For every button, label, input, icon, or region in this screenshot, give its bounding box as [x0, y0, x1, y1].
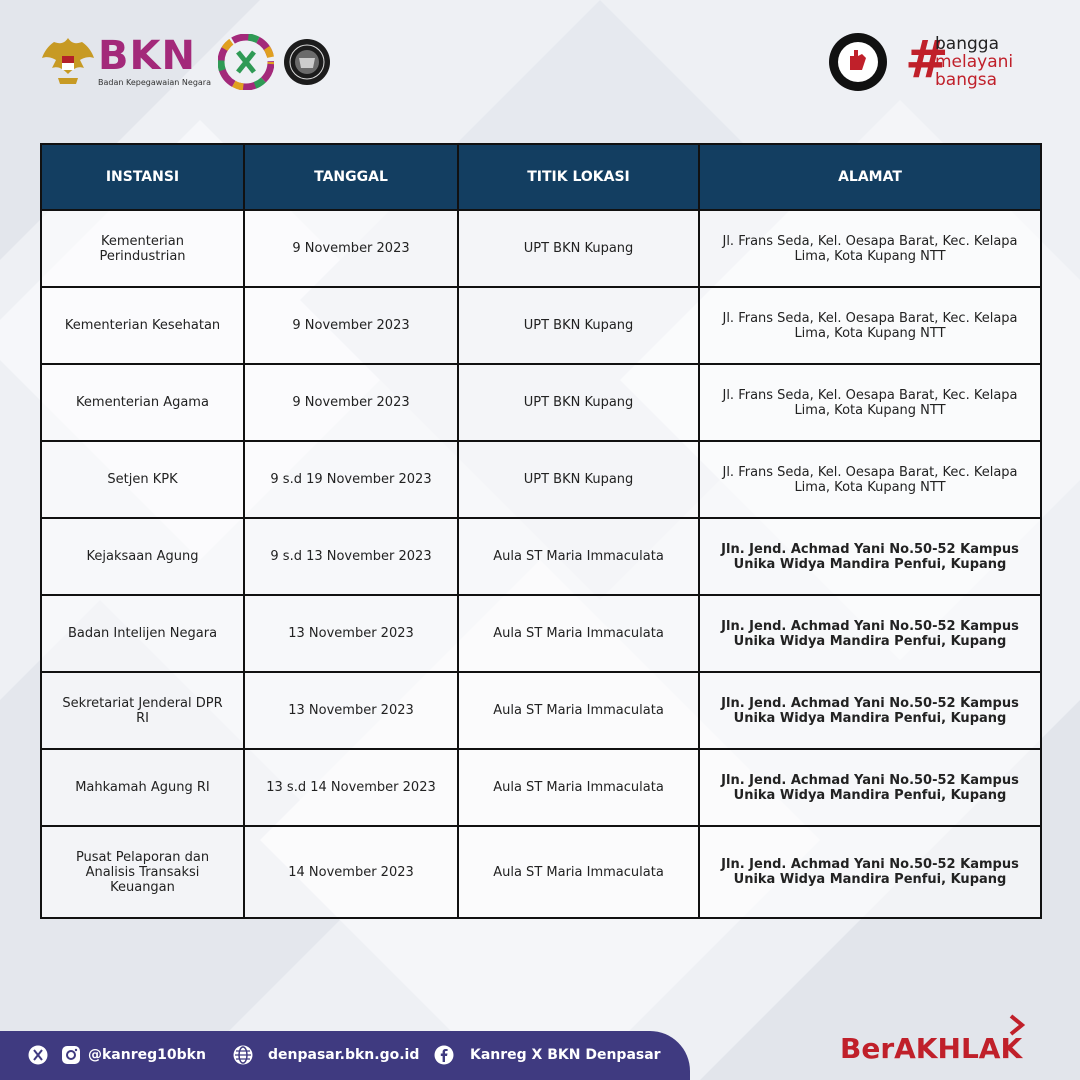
table-row [41, 210, 1041, 287]
cell-instansi: Sekretariat Jenderal DPR RI [41, 672, 244, 749]
cell-alamat: Jl. Frans Seda, Kel. Oesapa Barat, Kec. Kelapa Lima, Kota Kupang NTT [699, 441, 1041, 518]
cell-tanggal: 9 November 2023 [244, 364, 458, 441]
cell-instansi: Badan Intelijen Negara [41, 595, 244, 672]
instagram-icon[interactable] [61, 1045, 81, 1065]
table-row [41, 749, 1041, 826]
cell-instansi: Setjen KPK [41, 441, 244, 518]
table-row [41, 364, 1041, 441]
table-row [41, 826, 1041, 918]
cell-instansi: Kementerian Kesehatan [41, 287, 244, 364]
table-row [41, 441, 1041, 518]
cell-lokasi: UPT BKN Kupang [458, 441, 699, 518]
campaign-word-3: bangsa [935, 70, 998, 90]
cell-tanggal: 13 November 2023 [244, 672, 458, 749]
hashtag-icon: # [905, 30, 949, 90]
kanreg-seal-icon [283, 38, 331, 86]
chevron-right-icon [1008, 1014, 1026, 1036]
cell-lokasi: UPT BKN Kupang [458, 210, 699, 287]
bkn-subtitle: Badan Kepegawaian Negara [98, 78, 211, 87]
cell-tanggal: 14 November 2023 [244, 826, 458, 918]
cell-alamat: Jln. Jend. Achmad Yani No.50-52 Kampus Unika Widya Mandira Penfui, Kupang [699, 518, 1041, 595]
cell-alamat: Jln. Jend. Achmad Yani No.50-52 Kampus Unika Widya Mandira Penfui, Kupang [699, 826, 1041, 918]
bkn-logo [40, 34, 220, 94]
table-row [41, 672, 1041, 749]
header-tanggal: TANGGAL [244, 144, 458, 210]
cell-lokasi: Aula ST Maria Immaculata [458, 826, 699, 918]
cell-lokasi: Aula ST Maria Immaculata [458, 595, 699, 672]
cell-lokasi: Aula ST Maria Immaculata [458, 518, 699, 595]
cell-alamat: Jln. Jend. Achmad Yani No.50-52 Kampus Unika Widya Mandira Penfui, Kupang [699, 595, 1041, 672]
cell-tanggal: 9 s.d 13 November 2023 [244, 518, 458, 595]
header-alamat: ALAMAT [699, 144, 1041, 210]
x-twitter-icon[interactable] [28, 1045, 48, 1065]
berakhlak-logo: BerAKHLAK [840, 1032, 1023, 1065]
cell-alamat: Jln. Jend. Achmad Yani No.50-52 Kampus Unika Widya Mandira Penfui, Kupang [699, 749, 1041, 826]
table-row [41, 518, 1041, 595]
bangga-melayani-bangsa-logo [905, 30, 1045, 90]
schedule-table [40, 143, 1040, 919]
bkn-wordmark: BKN [98, 33, 196, 79]
cell-lokasi: UPT BKN Kupang [458, 364, 699, 441]
cell-lokasi: UPT BKN Kupang [458, 287, 699, 364]
website-link[interactable]: denpasar.bkn.go.id [268, 1047, 420, 1063]
campaign-word-1: bangga [935, 34, 999, 54]
cell-alamat: Jln. Jend. Achmad Yani No.50-52 Kampus Unika Widya Mandira Penfui, Kupang [699, 672, 1041, 749]
cell-alamat: Jl. Frans Seda, Kel. Oesapa Barat, Kec. Kelapa Lima, Kota Kupang NTT [699, 364, 1041, 441]
garuda-emblem-icon [40, 34, 96, 92]
cell-tanggal: 9 November 2023 [244, 210, 458, 287]
cell-instansi: Pusat Pelaporan dan Analisis Transaksi Keuangan [41, 826, 244, 918]
cell-tanggal: 13 November 2023 [244, 595, 458, 672]
header-titik-lokasi: TITIK LOKASI [458, 144, 699, 210]
table-row [41, 595, 1041, 672]
cell-instansi: Mahkamah Agung RI [41, 749, 244, 826]
instagram-handle[interactable]: @kanreg10bkn [88, 1047, 206, 1063]
cell-tanggal: 9 s.d 19 November 2023 [244, 441, 458, 518]
cell-lokasi: Aula ST Maria Immaculata [458, 672, 699, 749]
cell-tanggal: 9 November 2023 [244, 287, 458, 364]
facebook-icon[interactable] [434, 1045, 454, 1065]
cell-alamat: Jl. Frans Seda, Kel. Oesapa Barat, Kec. Kelapa Lima, Kota Kupang NTT [699, 287, 1041, 364]
globe-icon[interactable] [233, 1045, 253, 1065]
cell-alamat: Jl. Frans Seda, Kel. Oesapa Barat, Kec. Kelapa Lima, Kota Kupang NTT [699, 210, 1041, 287]
cell-instansi: Kementerian Agama [41, 364, 244, 441]
social-footer [0, 1031, 690, 1080]
table-row [41, 287, 1041, 364]
header-instansi: INSTANSI [41, 144, 244, 210]
cell-instansi: Kementerian Perindustrian [41, 210, 244, 287]
cell-tanggal: 13 s.d 14 November 2023 [244, 749, 458, 826]
cell-instansi: Kejaksaan Agung [41, 518, 244, 595]
cell-lokasi: Aula ST Maria Immaculata [458, 749, 699, 826]
berakhlak-flower-logo-icon [218, 34, 274, 90]
tolak-gratifikasi-logo-icon [828, 32, 888, 92]
campaign-word-2: melayani [935, 52, 1014, 72]
facebook-page[interactable]: Kanreg X BKN Denpasar [470, 1047, 661, 1063]
